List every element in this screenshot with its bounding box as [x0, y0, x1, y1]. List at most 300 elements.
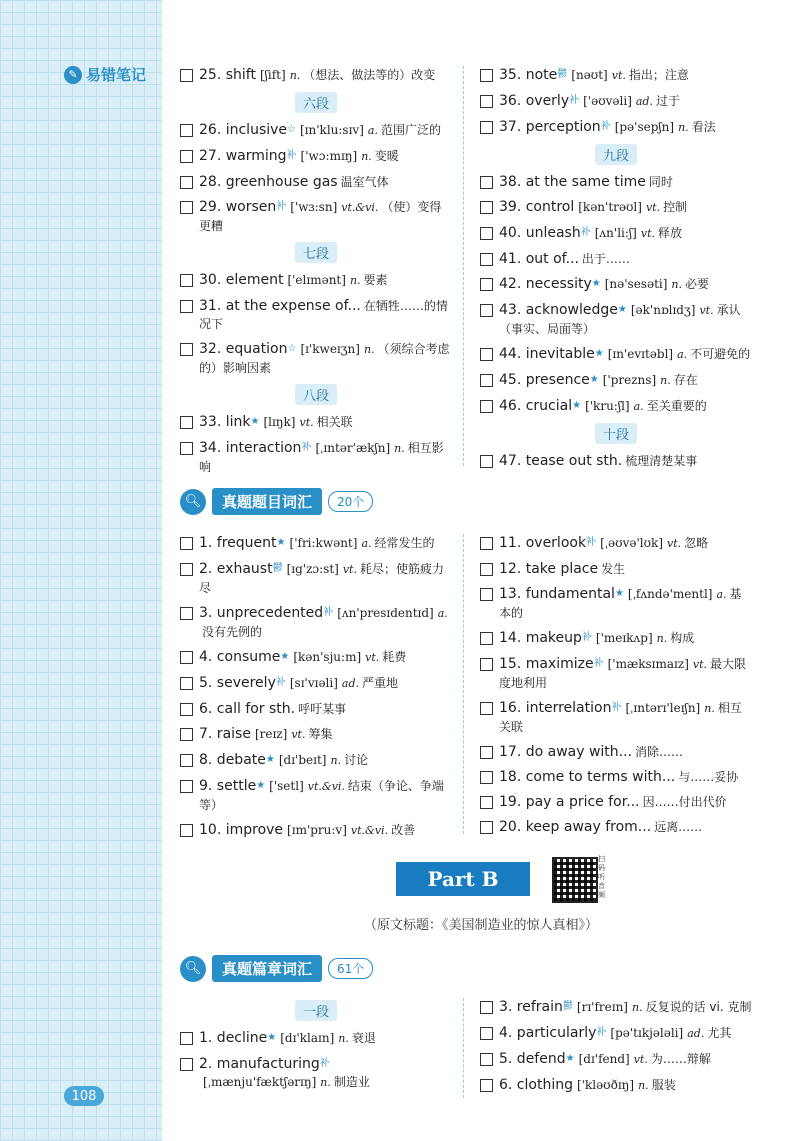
vocab-word: 41. out of... [499, 251, 579, 267]
entry-text [199, 777, 452, 814]
vocab-entry [180, 534, 452, 553]
checkbox[interactable] [480, 95, 493, 108]
vocab-word: 15. maximize [499, 656, 594, 672]
part-of-speech: ad. [687, 1027, 705, 1040]
meaning: 与……妥协 [678, 770, 739, 784]
entry-text [199, 700, 452, 718]
phonetic: [ɪn'evɪtəbl] [607, 347, 674, 361]
entry-text [499, 699, 752, 736]
checkbox[interactable] [480, 1079, 493, 1092]
vocab-entry [480, 743, 752, 761]
phonetic: ['meɪkʌp] [595, 631, 653, 645]
vocab-entry [480, 345, 752, 364]
meaning: （使）变得更糟 [199, 200, 442, 233]
frequency-mark: 鬱 [557, 69, 568, 80]
meaning: 改善 [391, 823, 416, 837]
vocab-word: 10. improve [199, 822, 284, 838]
checkbox[interactable] [180, 651, 193, 664]
section1-left-column [180, 66, 452, 483]
part-of-speech: n. [656, 632, 668, 645]
vocab-word: 1. decline [199, 1030, 268, 1046]
vocab-entry [480, 1076, 752, 1095]
meaning: 至关重要的 [646, 399, 707, 413]
entry-text [199, 413, 452, 432]
checkbox[interactable] [180, 150, 193, 163]
vocab-entry [480, 198, 752, 217]
frequency-mark: 鬱 [272, 563, 283, 574]
vocab-entry [480, 793, 752, 811]
frequency-mark: 补 [569, 95, 580, 106]
meaning: （想法、做法等的）改变 [303, 68, 436, 82]
checkbox[interactable] [480, 632, 493, 645]
section2-left-column [180, 534, 452, 847]
part-of-speech: vt. [667, 537, 682, 550]
entry-text [199, 674, 452, 693]
part-of-speech: n. [671, 278, 682, 291]
phonetic: [ɪ'kweɪʒn] [300, 342, 360, 356]
checkbox[interactable] [480, 455, 493, 468]
phonetic: [kən'trəʊl] [578, 200, 642, 214]
heading-count: 61个 [328, 958, 373, 979]
vocab-entry [180, 198, 452, 235]
vocab-entry [480, 224, 752, 243]
part-of-speech: a. [437, 607, 448, 620]
column-divider [463, 998, 464, 1098]
vocab-entry [480, 301, 752, 338]
part-of-speech: n. [394, 442, 405, 455]
vocab-word: 3. refrain [499, 999, 563, 1015]
vocab-entry [180, 777, 452, 814]
vocab-word: 18. come to terms with... [499, 769, 676, 785]
meaning: 看法 [691, 120, 716, 134]
vocab-entry [480, 66, 752, 85]
vocab-entry [180, 725, 452, 744]
checkbox[interactable] [480, 588, 493, 601]
vocab-entry [480, 699, 752, 736]
entry-text [499, 66, 752, 85]
entry-text [499, 371, 752, 390]
phonetic: [ʌn'li:ʃ] [594, 226, 637, 240]
checkbox[interactable] [480, 176, 493, 189]
vocab-word: 16. interrelation [499, 700, 612, 716]
checkbox[interactable] [480, 121, 493, 134]
vocab-word: 1. frequent [199, 535, 277, 551]
checkbox[interactable] [480, 253, 493, 266]
vocab-entry [480, 818, 752, 836]
vocab-word: 29. worsen [199, 199, 277, 215]
vocab-entry [180, 648, 452, 667]
checkbox[interactable] [180, 124, 193, 137]
part-of-speech: vt. [633, 1053, 648, 1066]
meaning: 变暖 [374, 149, 399, 163]
entry-text [199, 751, 452, 770]
vocab-word: 19. pay a price for... [499, 794, 640, 810]
part-of-speech: vt. [299, 416, 314, 429]
phonetic: [kən'sju:m] [293, 650, 362, 664]
checkbox[interactable] [180, 69, 193, 82]
part-of-speech: a. [361, 537, 372, 550]
phonetic: ['wɔ:mɪŋ] [300, 149, 358, 163]
vocab-entry [180, 439, 452, 476]
meaning: 发生 [601, 562, 626, 576]
checkbox[interactable] [180, 754, 193, 767]
checkbox[interactable] [180, 416, 193, 429]
entry-text [199, 173, 452, 191]
vocab-word: 38. at the same time [499, 174, 646, 190]
vocab-entry [180, 1055, 452, 1092]
section1-right-column [480, 66, 752, 477]
part-of-speech: vt.&vi. [341, 201, 379, 214]
meaning: 耗尽；使筋疲力尽 [199, 562, 444, 595]
checkbox[interactable] [180, 343, 193, 356]
vocab-word: 32. equation [199, 341, 288, 357]
phonetic: [ˌmænju'fæktʃərɪŋ] [203, 1075, 317, 1089]
section-label-text: 一段 [295, 1000, 337, 1021]
meaning: 反复说的话 vi. 克制 [645, 1000, 752, 1014]
entry-text [499, 655, 752, 692]
paragraph-section-label [180, 92, 452, 113]
meaning: 指出；注意 [628, 68, 689, 82]
frequency-mark: ★ [256, 780, 266, 791]
vocab-word: 5. defend [499, 1051, 566, 1067]
vocab-word: 26. inclusive [199, 122, 288, 138]
part-of-speech: a. [677, 348, 688, 361]
vocab-word: 25. shift [199, 67, 256, 83]
frequency-mark: ★ [614, 588, 624, 599]
checkbox[interactable] [480, 1027, 493, 1040]
phonetic: [dɪ'fend] [578, 1052, 630, 1066]
entry-text [499, 793, 752, 811]
entry-text [499, 1050, 752, 1069]
entry-text [199, 271, 452, 290]
checkbox[interactable] [480, 1001, 493, 1014]
vocab-word: 28. greenhouse gas [199, 174, 338, 190]
part-of-speech: vt. [291, 728, 306, 741]
part-of-speech: n. [289, 69, 301, 82]
paragraph-section-label [180, 242, 452, 263]
vocab-entry [480, 118, 752, 137]
vocab-word: 46. crucial [499, 398, 573, 414]
frequency-mark: 补 [586, 537, 597, 548]
vocab-entry [180, 413, 452, 432]
part-of-speech: vt. [365, 651, 380, 664]
entry-text [199, 340, 452, 377]
frequency-mark: ★ [265, 754, 275, 765]
checkbox[interactable] [480, 796, 493, 809]
part-of-speech: vt.&vi. [350, 824, 389, 837]
part-of-speech: ad. [341, 677, 360, 690]
entry-text [199, 604, 452, 641]
vocab-entry [180, 340, 452, 377]
meaning: 最大限度地利用 [499, 657, 747, 690]
checkbox[interactable] [480, 201, 493, 214]
checkbox[interactable] [180, 274, 193, 287]
phonetic: [ʌn'presɪdentɪd] [337, 606, 434, 620]
checkbox[interactable] [180, 677, 193, 690]
meaning: 同时 [648, 175, 673, 189]
checkbox[interactable] [480, 537, 493, 550]
checkbox[interactable] [480, 1053, 493, 1066]
phonetic: [ʃift] [259, 68, 286, 82]
part-of-speech: n. [320, 1076, 331, 1089]
entry-text [199, 560, 452, 597]
checkbox[interactable] [480, 278, 493, 291]
frequency-mark: ★ [280, 651, 290, 662]
meaning: 消除…… [635, 745, 684, 759]
checkbox[interactable] [180, 824, 193, 837]
vocab-word: 14. makeup [499, 630, 582, 646]
entry-text [199, 1029, 452, 1048]
vocab-word: 45. presence [499, 372, 590, 388]
vocab-word: 13. fundamental [499, 586, 615, 602]
part-of-speech: n. [638, 1079, 649, 1092]
meaning: 相关联 [316, 415, 353, 429]
entry-text [199, 1055, 452, 1092]
original-title-note: （原文标题：《美国制造业的惊人真相》） [363, 918, 598, 933]
phonetic: [ˌɪntər'ækʃn] [315, 441, 391, 455]
vocab-entry [480, 998, 752, 1017]
vocab-word: 33. link [199, 414, 251, 430]
phonetic: [pə'tɪkjələli] [610, 1026, 684, 1040]
phonetic: [ək'nɒlɪdʒ] [630, 303, 696, 317]
meaning: 相互影响 [199, 441, 444, 474]
checkbox[interactable] [480, 400, 493, 413]
phonetic: [ɪn'klu:sɪv] [300, 123, 364, 137]
meaning: 相互关联 [499, 701, 742, 734]
checkbox[interactable] [480, 304, 493, 317]
checkbox[interactable] [480, 658, 493, 671]
checkbox[interactable] [180, 300, 193, 313]
vocab-word: 6. clothing [499, 1077, 573, 1093]
vocab-entry [480, 92, 752, 111]
phonetic: ['fri:kwənt] [289, 536, 358, 550]
meaning: 忽略 [684, 536, 709, 550]
pencil-icon: ✎ [64, 66, 82, 84]
part-of-speech: n. [330, 754, 342, 767]
vocab-word: 3. unprecedented [199, 605, 324, 621]
meaning: 承认（事实、局面等） [499, 303, 741, 336]
meaning: 没有先例的 [202, 625, 263, 639]
vocab-word: 42. necessity [499, 276, 592, 292]
vocab-entry [480, 250, 752, 268]
vocab-word: 12. take place [499, 561, 599, 577]
frequency-mark: 补 [301, 442, 312, 453]
vocab-word: 4. consume [199, 649, 281, 665]
side-note-label [64, 64, 146, 85]
meaning: 讨论 [344, 753, 369, 767]
checkbox[interactable] [180, 563, 193, 576]
vocab-word: 7. raise [199, 726, 251, 742]
meaning: 尤其 [707, 1026, 732, 1040]
checkbox[interactable] [480, 227, 493, 240]
checkbox[interactable] [180, 1058, 193, 1071]
meaning: 温室气体 [340, 175, 389, 189]
meaning: 远离…… [654, 820, 703, 834]
meaning: 要素 [363, 273, 388, 287]
part-of-speech: ad. [635, 95, 653, 108]
vocab-entry [480, 275, 752, 294]
phonetic: [nəʊt] [571, 68, 608, 82]
vocab-entry [180, 121, 452, 140]
page-number: 108 [64, 1086, 104, 1106]
checkbox[interactable] [180, 703, 193, 716]
checkbox[interactable] [480, 746, 493, 759]
frequency-mark: 补 [611, 702, 622, 713]
vocab-entry [180, 560, 452, 597]
meaning: 严重地 [362, 676, 399, 690]
checkbox[interactable] [180, 442, 193, 455]
meaning: 因……付出代价 [642, 795, 727, 809]
phonetic: [lɪŋk] [263, 415, 296, 429]
part-of-speech: n. [363, 343, 375, 356]
meaning: 基本的 [499, 587, 742, 620]
entry-text [499, 224, 752, 243]
phonetic: ['elɪmənt] [287, 273, 346, 287]
entry-text [499, 629, 752, 648]
entry-text [499, 818, 752, 836]
vocab-entry [180, 674, 452, 693]
checkbox[interactable] [180, 201, 193, 214]
frequency-mark: ★ [565, 1053, 575, 1064]
frequency-mark: 补 [319, 1058, 330, 1069]
entry-text [199, 439, 452, 476]
meaning: 为……辩解 [650, 1052, 711, 1066]
frequency-mark: ★ [594, 348, 604, 359]
meaning: 服装 [651, 1078, 676, 1092]
vocab-entry [480, 1024, 752, 1043]
column-divider [463, 66, 464, 466]
meaning: 呼吁某事 [298, 702, 347, 716]
vocab-word: 39. control [499, 199, 575, 215]
checkbox[interactable] [480, 563, 493, 576]
entry-text [499, 301, 752, 338]
vocab-entry [480, 560, 752, 578]
vocab-entry [480, 629, 752, 648]
part-of-speech: vt. [342, 563, 357, 576]
paragraph-section-label [180, 384, 452, 405]
vocab-word: 11. overlook [499, 535, 587, 551]
frequency-mark: ☆ [287, 124, 296, 135]
meaning: 结束（争论、争端等） [199, 779, 444, 812]
vocab-word: 34. interaction [199, 440, 302, 456]
meaning: 在牺牲……的情况下 [199, 299, 448, 331]
section2-right-column [480, 534, 752, 843]
checkbox[interactable] [180, 780, 193, 793]
frequency-mark: 补 [580, 227, 591, 238]
meaning: 出于…… [581, 252, 630, 266]
checkbox[interactable] [180, 537, 193, 550]
checkbox[interactable] [480, 771, 493, 784]
phonetic: ['kru:ʃl] [585, 399, 630, 413]
frequency-mark: 补 [286, 150, 297, 161]
entry-text [199, 198, 452, 235]
entry-text [499, 118, 752, 137]
entry-text [499, 534, 752, 553]
meaning: 经常发生的 [374, 536, 435, 550]
section-label-text: 九段 [595, 144, 637, 165]
vocab-entry [480, 1050, 752, 1069]
entry-text [199, 648, 452, 667]
checkbox[interactable] [180, 1032, 193, 1045]
entry-text [499, 743, 752, 761]
entry-text [499, 560, 752, 578]
meaning: 耗费 [382, 650, 407, 664]
paragraph-section-label [180, 1000, 452, 1021]
frequency-mark: ★ [276, 537, 286, 548]
vocab-entry [180, 1029, 452, 1048]
vocab-word: 27. warming [199, 148, 287, 164]
vocab-entry [180, 66, 452, 85]
part-of-speech: a. [716, 588, 727, 601]
checkbox[interactable] [180, 728, 193, 741]
entry-text [499, 173, 752, 191]
section-label-text: 七段 [295, 242, 337, 263]
entry-text [499, 250, 752, 268]
section3-left-column [180, 998, 452, 1099]
vocab-entry [480, 173, 752, 191]
frequency-mark: 补 [323, 607, 334, 618]
frequency-mark: ☆ [287, 343, 297, 354]
frequency-mark: ★ [267, 1032, 277, 1043]
frequency-mark: 补 [596, 1027, 607, 1038]
section-label-text: 六段 [295, 92, 337, 113]
frequency-mark: 补 [276, 201, 287, 212]
checkbox[interactable] [480, 69, 493, 82]
vocab-entry [480, 397, 752, 416]
qr-code-icon[interactable] [552, 857, 598, 903]
meaning: 存在 [673, 373, 698, 387]
entry-text [499, 452, 752, 470]
vocab-word: 2. manufacturing [199, 1056, 320, 1072]
vocab-word: 6. call for sth. [199, 701, 296, 717]
entry-text [199, 147, 452, 166]
checkbox[interactable] [480, 821, 493, 834]
frequency-mark: ★ [250, 416, 260, 427]
paragraph-section-label [480, 144, 752, 165]
column-divider [463, 534, 464, 834]
entry-text [499, 345, 752, 364]
vocab-word: 20. keep away from... [499, 819, 652, 835]
part-of-speech: a. [367, 124, 378, 137]
phonetic: ['kləʊðɪŋ] [576, 1078, 635, 1092]
part-of-speech: vt. [611, 69, 626, 82]
checkbox[interactable] [480, 702, 493, 715]
vocab-word: 43. acknowledge [499, 302, 618, 318]
vocab-entry [480, 768, 752, 786]
phonetic: [ɪm'pru:v] [287, 823, 347, 837]
entry-text [199, 534, 452, 553]
vocab-entry [180, 271, 452, 290]
checkbox[interactable] [180, 607, 193, 620]
meaning: 必要 [685, 277, 710, 291]
entry-text [199, 297, 452, 333]
part-of-speech: vt. [699, 304, 714, 317]
vocab-entry [480, 534, 752, 553]
checkbox[interactable] [480, 374, 493, 387]
part-of-speech: a. [633, 400, 644, 413]
meaning: 释放 [658, 226, 683, 240]
phonetic: [dɪ'klaɪn] [280, 1031, 335, 1045]
vocab-word: 30. element [199, 272, 284, 288]
vocab-word: 4. particularly [499, 1025, 597, 1041]
checkbox[interactable] [180, 176, 193, 189]
entry-text [499, 998, 752, 1017]
section-label-text: 八段 [295, 384, 337, 405]
vocab-word: 36. overly [499, 93, 570, 109]
frequency-mark: 补 [600, 121, 611, 132]
checkbox[interactable] [480, 348, 493, 361]
vocab-word: 9. settle [199, 778, 257, 794]
